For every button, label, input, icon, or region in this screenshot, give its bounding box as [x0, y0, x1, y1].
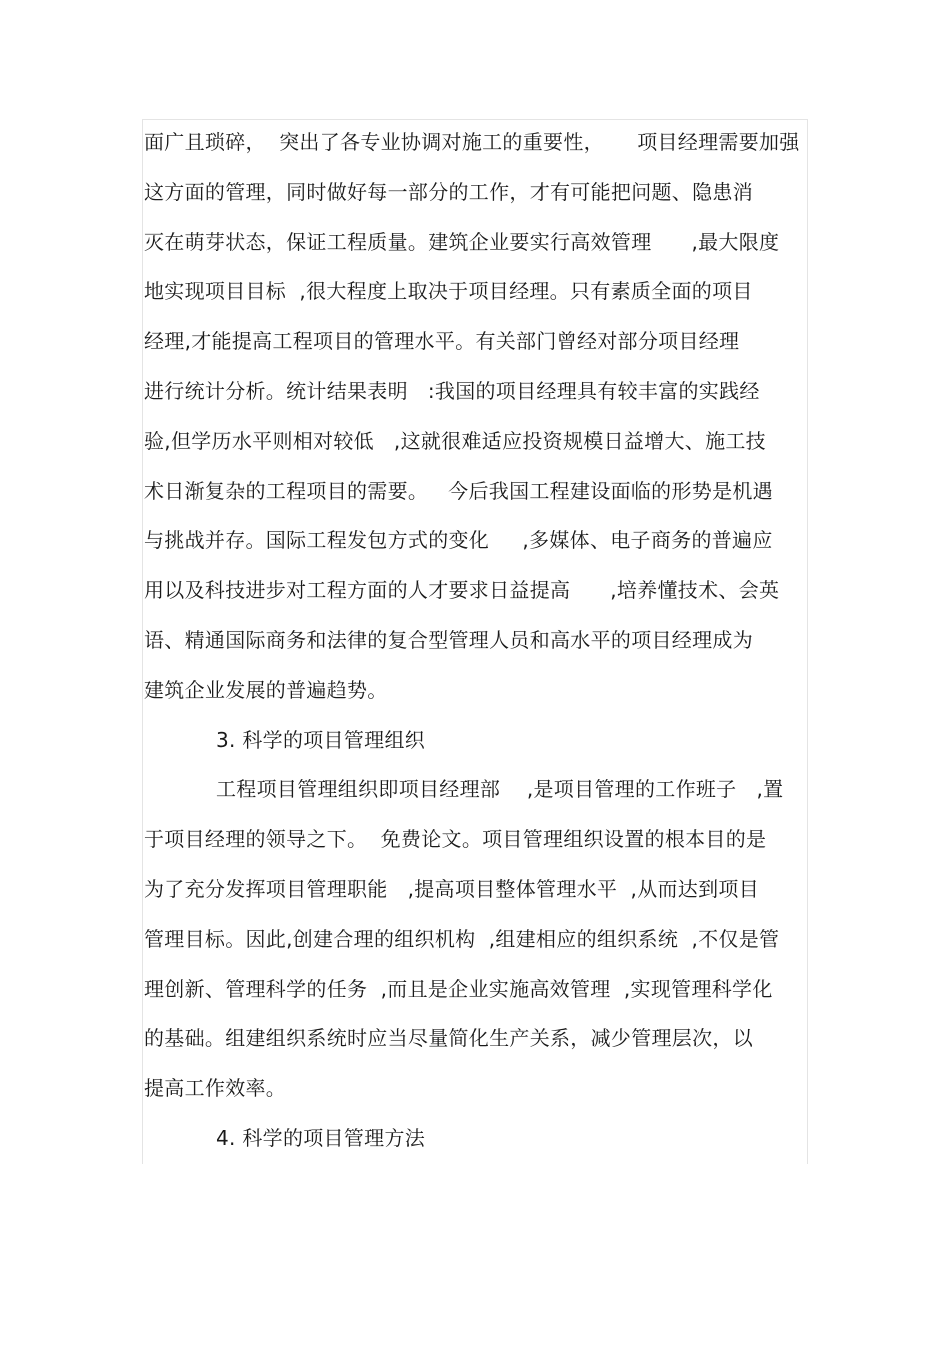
- section-heading: 3. 科学的项目管理组织: [216, 727, 426, 752]
- body-line: 于项目经理的领导之下。 免费论文。项目管理组织设置的根本目的是: [144, 827, 767, 852]
- body-line: 经理,才能提高工程项目的管理水平。有关部门曾经对部分项目经理: [144, 329, 740, 354]
- body-line: 的基础。组建组织系统时应当尽量简化生产关系，减少管理层次，以: [144, 1026, 753, 1051]
- body-line: 工程项目管理组织即项目经理部 ,是项目管理的工作班子 ,置: [216, 777, 784, 802]
- body-line: 进行统计分析。统计结果表明 :我国的项目经理具有较丰富的实践经: [144, 378, 760, 403]
- body-line: 提高工作效率。: [144, 1076, 287, 1101]
- body-line: 面广且琐碎， 突出了各专业协调对施工的重要性， 项目经理需要加强: [144, 130, 800, 154]
- body-line: 理创新、管理科学的任务 ,而且是企业实施高效管理 ,实现管理科学化: [144, 976, 773, 1001]
- section-heading: 4. 科学的项目管理方法: [216, 1125, 426, 1150]
- body-line: 语、精通国际商务和法律的复合型管理人员和高水平的项目经理成为: [144, 627, 753, 652]
- document-body: [144, 118, 808, 1164]
- body-line: 灭在萌芽状态，保证工程质量。建筑企业要实行高效管理 ,最大限度: [144, 229, 780, 254]
- body-line: 术日渐复杂的工程项目的需要。 今后我国工程建设面临的形势是机遇: [144, 478, 773, 503]
- body-line: 与挑战并存。国际工程发包方式的变化 ,多媒体、电子商务的普遍应: [144, 528, 773, 553]
- body-line: 验,但学历水平则相对较低 ,这就很难适应投资规模日益增大、施工技: [144, 428, 766, 453]
- body-line: 建筑企业发展的普遍趋势。: [144, 677, 388, 702]
- body-line: 管理目标。因此,创建合理的组织机构 ,组建相应的组织系统 ,不仅是管: [144, 926, 780, 951]
- body-line: 这方面的管理，同时做好每一部分的工作，才有可能把问题、隐患消: [144, 179, 753, 204]
- body-line: 用以及科技进步对工程方面的人才要求日益提高 ,培养懂技术、会英: [144, 578, 780, 603]
- body-line: 为了充分发挥项目管理职能 ,提高项目整体管理水平 ,从而达到项目: [144, 876, 760, 901]
- body-line: 地实现项目目标 ,很大程度上取决于项目经理。只有素质全面的项目: [144, 279, 753, 304]
